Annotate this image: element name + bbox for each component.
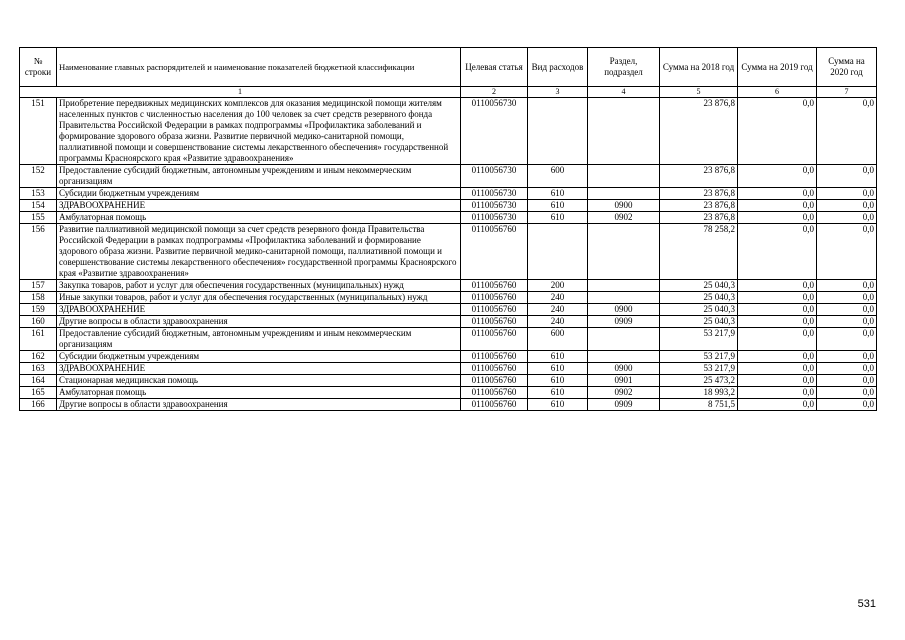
row-expense-type: 610 [528, 375, 588, 387]
row-section: 0901 [588, 375, 660, 387]
row-sum-2020: 0,0 [817, 399, 877, 411]
row-number: 160 [20, 316, 57, 328]
header-sum-2020: Сумма на 2020 год [817, 48, 877, 87]
row-number: 155 [20, 212, 57, 224]
row-sum-2020: 0,0 [817, 351, 877, 363]
table-row [20, 212, 877, 224]
row-name: Субсидии бюджетным учреждениям [57, 351, 461, 363]
row-sum-2019: 0,0 [738, 304, 817, 316]
row-number: 161 [20, 328, 57, 351]
row-section [588, 351, 660, 363]
row-number: 164 [20, 375, 57, 387]
table-row [20, 351, 877, 363]
row-section [588, 165, 660, 188]
row-sum-2019: 0,0 [738, 165, 817, 188]
table-row [20, 399, 877, 411]
row-target-article: 0110056730 [461, 188, 528, 200]
row-target-article: 0110056730 [461, 165, 528, 188]
row-sum-2019: 0,0 [738, 188, 817, 200]
header-expense-type: Вид расходов [528, 48, 588, 87]
header-sum-2019: Сумма на 2019 год [738, 48, 817, 87]
row-sum-2020: 0,0 [817, 224, 877, 280]
column-number: 4 [588, 87, 660, 98]
row-expense-type: 600 [528, 165, 588, 188]
row-sum-2018: 25 040,3 [660, 292, 738, 304]
row-name: Амбулаторная помощь [57, 387, 461, 399]
row-sum-2019: 0,0 [738, 399, 817, 411]
row-sum-2020: 0,0 [817, 165, 877, 188]
row-sum-2018: 53 217,9 [660, 351, 738, 363]
row-section: 0902 [588, 212, 660, 224]
row-sum-2020: 0,0 [817, 304, 877, 316]
row-target-article: 0110056760 [461, 292, 528, 304]
row-sum-2018: 25 473,2 [660, 375, 738, 387]
page-number: 531 [857, 598, 876, 610]
table-row [20, 304, 877, 316]
row-sum-2020: 0,0 [817, 188, 877, 200]
row-expense-type: 610 [528, 212, 588, 224]
row-section: 0900 [588, 304, 660, 316]
table-row [20, 387, 877, 399]
row-sum-2020: 0,0 [817, 212, 877, 224]
row-number: 166 [20, 399, 57, 411]
row-expense-type: 610 [528, 387, 588, 399]
header-section: Раздел, подраздел [588, 48, 660, 87]
row-section: 0909 [588, 399, 660, 411]
row-sum-2019: 0,0 [738, 280, 817, 292]
row-name: Амбулаторная помощь [57, 212, 461, 224]
row-expense-type: 240 [528, 316, 588, 328]
table-header [20, 48, 877, 98]
row-target-article: 0110056730 [461, 98, 528, 165]
row-sum-2020: 0,0 [817, 280, 877, 292]
row-expense-type: 240 [528, 304, 588, 316]
row-section: 0900 [588, 200, 660, 212]
column-number: 3 [528, 87, 588, 98]
row-section [588, 188, 660, 200]
column-number: 6 [738, 87, 817, 98]
row-target-article: 0110056730 [461, 200, 528, 212]
row-section [588, 292, 660, 304]
table-row [20, 188, 877, 200]
row-sum-2018: 18 993,2 [660, 387, 738, 399]
row-sum-2020: 0,0 [817, 387, 877, 399]
row-name: Предоставление субсидий бюджетным, автономным учреждениям и иным некоммерческим организациям [57, 165, 461, 188]
row-number: 157 [20, 280, 57, 292]
row-sum-2018: 53 217,9 [660, 363, 738, 375]
row-sum-2018: 23 876,8 [660, 212, 738, 224]
row-sum-2018: 25 040,3 [660, 280, 738, 292]
row-target-article: 0110056760 [461, 280, 528, 292]
row-expense-type: 600 [528, 328, 588, 351]
row-name: Предоставление субсидий бюджетным, автономным учреждениям и иным некоммерческим организациям [57, 328, 461, 351]
row-sum-2019: 0,0 [738, 328, 817, 351]
row-sum-2018: 23 876,8 [660, 188, 738, 200]
row-name: Другие вопросы в области здравоохранения [57, 399, 461, 411]
row-sum-2020: 0,0 [817, 98, 877, 165]
column-number: 5 [660, 87, 738, 98]
row-number: 151 [20, 98, 57, 165]
row-sum-2020: 0,0 [817, 328, 877, 351]
header-target-article: Целевая статья [461, 48, 528, 87]
row-name: Приобретение передвижных медицинских комплексов для оказания медицинской помощи жителям населенных пунктов с численностью населения до 100 человек за счет средств резервного фонда Правительства Российской Федерации в рамках подпрограммы «Профилактика заболеваний и формирование здорового образа жизни. Развитие первичной медико-санитарной помощи, паллиативной помощи и совершенствование системы лекарственного обеспечения» государственной программы Красноярского края «Развитие здравоохранения» [57, 98, 461, 165]
table-row [20, 165, 877, 188]
row-sum-2020: 0,0 [817, 363, 877, 375]
row-expense-type: 610 [528, 351, 588, 363]
row-number: 165 [20, 387, 57, 399]
row-name: ЗДРАВООХРАНЕНИЕ [57, 200, 461, 212]
row-sum-2019: 0,0 [738, 351, 817, 363]
row-sum-2020: 0,0 [817, 375, 877, 387]
row-number: 154 [20, 200, 57, 212]
row-section: 0900 [588, 363, 660, 375]
table-row [20, 328, 877, 351]
row-target-article: 0110056760 [461, 316, 528, 328]
table-row [20, 363, 877, 375]
row-sum-2019: 0,0 [738, 98, 817, 165]
row-target-article: 0110056760 [461, 351, 528, 363]
table-row [20, 292, 877, 304]
table-row [20, 316, 877, 328]
column-number: 7 [817, 87, 877, 98]
row-target-article: 0110056730 [461, 212, 528, 224]
row-name: Стационарная медицинская помощь [57, 375, 461, 387]
row-name: Другие вопросы в области здравоохранения [57, 316, 461, 328]
row-sum-2019: 0,0 [738, 387, 817, 399]
row-sum-2020: 0,0 [817, 200, 877, 212]
row-section [588, 328, 660, 351]
row-sum-2018: 23 876,8 [660, 200, 738, 212]
column-numbers-row [20, 87, 877, 98]
row-expense-type [528, 224, 588, 280]
row-section: 0909 [588, 316, 660, 328]
table-row [20, 224, 877, 280]
header-sum-2018: Сумма на 2018 год [660, 48, 738, 87]
row-sum-2019: 0,0 [738, 212, 817, 224]
row-sum-2018: 23 876,8 [660, 98, 738, 165]
row-sum-2019: 0,0 [738, 200, 817, 212]
row-section: 0902 [588, 387, 660, 399]
row-sum-2020: 0,0 [817, 292, 877, 304]
row-number: 159 [20, 304, 57, 316]
row-target-article: 0110056760 [461, 224, 528, 280]
row-expense-type: 610 [528, 363, 588, 375]
row-sum-2018: 23 876,8 [660, 165, 738, 188]
row-target-article: 0110056760 [461, 328, 528, 351]
row-sum-2018: 78 258,2 [660, 224, 738, 280]
row-number: 158 [20, 292, 57, 304]
row-target-article: 0110056760 [461, 399, 528, 411]
row-target-article: 0110056760 [461, 375, 528, 387]
row-name: ЗДРАВООХРАНЕНИЕ [57, 304, 461, 316]
row-name: Субсидии бюджетным учреждениям [57, 188, 461, 200]
row-section [588, 280, 660, 292]
row-section [588, 224, 660, 280]
row-target-article: 0110056760 [461, 387, 528, 399]
row-name: Развитие паллиативной медицинской помощи за счет средств резервного фонда Правительства Российской Федерации в рамках подпрограммы «Профилактика заболеваний и формирование здорового образа жизни. Развитие первичной медико-санитарной помощи, паллиативной помощи и совершенствование системы лекарственного обеспечения» государственной программы Красноярского края «Развитие здравоохранения» [57, 224, 461, 280]
row-sum-2018: 53 217,9 [660, 328, 738, 351]
row-sum-2020: 0,0 [817, 316, 877, 328]
row-sum-2018: 25 040,3 [660, 304, 738, 316]
row-number: 153 [20, 188, 57, 200]
row-name: Иные закупки товаров, работ и услуг для обеспечения государственных (муниципальных) нужд [57, 292, 461, 304]
budget-table [19, 47, 877, 411]
row-number: 162 [20, 351, 57, 363]
row-sum-2019: 0,0 [738, 363, 817, 375]
row-number: 163 [20, 363, 57, 375]
row-sum-2018: 25 040,3 [660, 316, 738, 328]
row-sum-2019: 0,0 [738, 292, 817, 304]
row-section [588, 98, 660, 165]
row-expense-type: 240 [528, 292, 588, 304]
column-number: 2 [461, 87, 528, 98]
row-expense-type [528, 98, 588, 165]
column-number: 1 [20, 87, 461, 98]
table-row [20, 200, 877, 212]
row-name: ЗДРАВООХРАНЕНИЕ [57, 363, 461, 375]
row-expense-type: 610 [528, 200, 588, 212]
row-name: Закупка товаров, работ и услуг для обеспечения государственных (муниципальных) нужд [57, 280, 461, 292]
row-number: 152 [20, 165, 57, 188]
row-sum-2019: 0,0 [738, 316, 817, 328]
table-body [20, 98, 877, 411]
row-expense-type: 610 [528, 188, 588, 200]
table-row [20, 375, 877, 387]
row-number: 156 [20, 224, 57, 280]
header-name: Наименование главных распорядителей и наименование показателей бюджетной классификации [57, 48, 461, 87]
header-row-number: № строки [20, 48, 57, 87]
table-row [20, 98, 877, 165]
row-expense-type: 200 [528, 280, 588, 292]
row-expense-type: 610 [528, 399, 588, 411]
row-sum-2019: 0,0 [738, 375, 817, 387]
table-row [20, 280, 877, 292]
row-sum-2019: 0,0 [738, 224, 817, 280]
row-sum-2018: 8 751,5 [660, 399, 738, 411]
row-target-article: 0110056760 [461, 304, 528, 316]
row-target-article: 0110056760 [461, 363, 528, 375]
